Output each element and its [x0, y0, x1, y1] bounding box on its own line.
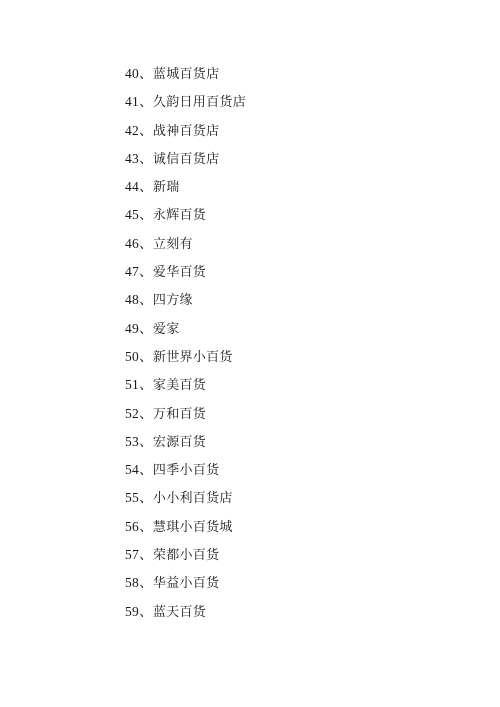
item-number: 43、	[125, 150, 153, 166]
item-number: 57、	[125, 547, 153, 563]
item-number: 46、	[125, 235, 153, 251]
item-name: 慧琪小百货城	[152, 519, 233, 535]
list-item	[125, 175, 246, 203]
list-item	[125, 458, 246, 486]
store-name-list	[125, 62, 246, 628]
item-name: 战神百货店	[152, 123, 220, 139]
item-number: 41、	[125, 94, 153, 110]
list-item	[125, 232, 246, 260]
item-number: 42、	[125, 122, 153, 138]
list-item	[125, 600, 246, 628]
item-number: 48、	[125, 292, 153, 308]
item-number: 52、	[125, 405, 153, 421]
item-name: 新世界小百货	[152, 349, 233, 365]
item-number: 49、	[125, 320, 153, 336]
list-item	[125, 90, 246, 118]
item-name: 爱家	[152, 321, 180, 337]
item-number: 44、	[125, 179, 153, 195]
item-name: 久韵日用百货店	[152, 95, 247, 111]
item-name: 荣都小百货	[152, 548, 220, 564]
item-number: 56、	[125, 518, 153, 534]
item-name: 宏源百货	[152, 434, 207, 450]
list-item	[125, 288, 246, 316]
item-number: 53、	[125, 433, 153, 449]
item-name: 立刻有	[152, 236, 193, 252]
item-number: 55、	[125, 490, 153, 506]
list-item	[125, 571, 246, 599]
item-name: 蓝城百货店	[152, 67, 220, 82]
item-name: 诚信百货店	[152, 151, 220, 167]
item-name: 四季小百货	[152, 463, 220, 479]
item-number: 51、	[125, 377, 153, 393]
list-item	[125, 402, 246, 430]
list-item	[125, 317, 246, 345]
item-number: 59、	[125, 603, 153, 619]
item-name: 蓝天百货	[152, 604, 207, 620]
list-item	[125, 119, 246, 147]
item-number: 47、	[125, 264, 153, 280]
item-number: 45、	[125, 207, 153, 223]
item-name: 新瑞	[152, 180, 180, 196]
item-name: 永辉百货	[152, 208, 207, 224]
item-name: 万和百货	[152, 406, 207, 422]
list-item	[125, 260, 246, 288]
list-item	[125, 430, 246, 458]
item-number: 54、	[125, 462, 153, 478]
item-name: 小小利百货店	[152, 491, 233, 507]
item-name: 华益小百货	[152, 576, 220, 592]
list-item	[125, 62, 246, 90]
item-number: 58、	[125, 575, 153, 591]
item-name: 爱华百货	[152, 265, 207, 281]
item-name: 四方缘	[152, 293, 193, 309]
item-number: 40、	[125, 66, 153, 81]
list-item	[125, 147, 246, 175]
list-item	[125, 515, 246, 543]
list-item	[125, 543, 246, 571]
list-item	[125, 486, 246, 514]
item-number: 50、	[125, 348, 153, 364]
list-item	[125, 345, 246, 373]
item-name: 家美百货	[152, 378, 207, 394]
list-item	[125, 203, 246, 231]
list-item	[125, 373, 246, 401]
